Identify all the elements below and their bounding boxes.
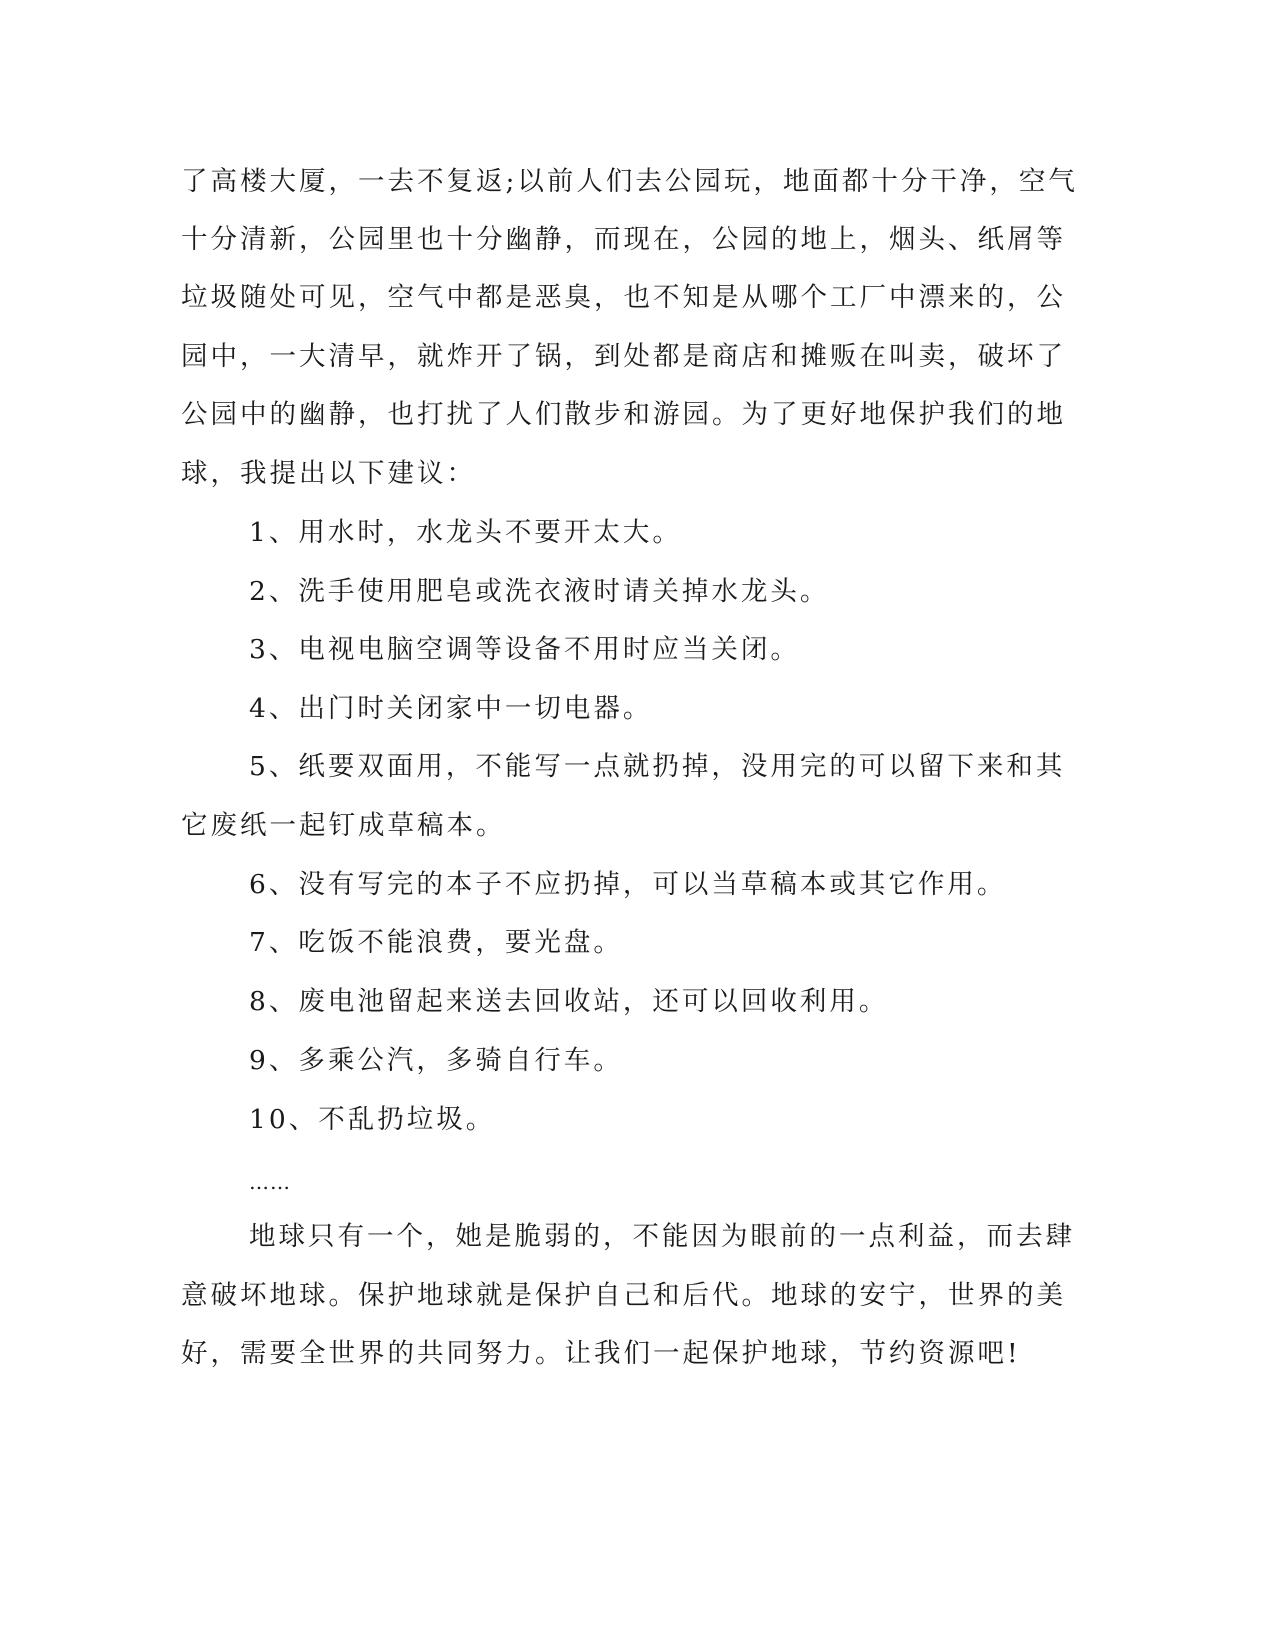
suggestion-item-9: 9、多乘公汽，多骑自行车。 <box>249 1045 623 1076</box>
text-line: 十分清新，公园里也十分幽静，而现在，公园的地上，烟头、纸屑等 <box>181 224 1066 255</box>
text-line: 公园中的幽静，也打扰了人们散步和游园。为了更好地保护我们的地 <box>181 399 1066 430</box>
suggestion-item-2: 2、洗手使用肥皂或洗衣液时请关掉水龙头。 <box>249 576 830 607</box>
text-line: 好，需要全世界的共同努力。让我们一起保护地球，节约资源吧! <box>181 1338 1021 1369</box>
text-line: 垃圾随处可见，空气中都是恶臭，也不知是从哪个工厂中漂来的，公 <box>181 282 1066 313</box>
suggestion-item-10: 10、不乱扔垃圾。 <box>249 1104 496 1135</box>
suggestion-item-8: 8、废电池留起来送去回收站，还可以回收利用。 <box>249 986 889 1017</box>
text-line: 园中，一大清早，就炸开了锅，到处都是商店和摊贩在叫卖，破坏了 <box>181 341 1066 372</box>
suggestion-item-7: 7、吃饭不能浪费，要光盘。 <box>249 927 623 958</box>
suggestion-item-3: 3、电视电脑空调等设备不用时应当关闭。 <box>249 634 800 665</box>
text-line: 球，我提出以下建议： <box>181 458 476 489</box>
text-line: 意破坏地球。保护地球就是保护自己和后代。地球的安宁，世界的美 <box>181 1280 1066 1311</box>
suggestion-item-5: 5、纸要双面用，不能写一点就扔掉，没用完的可以留下来和其 <box>249 751 1066 782</box>
text-line: 地球只有一个，她是脆弱的，不能因为眼前的一点利益，而去肆 <box>249 1221 1075 1252</box>
text-line: 了高楼大厦，一去不复返;以前人们去公园玩，地面都十分干净，空气 <box>181 166 1078 197</box>
list-ellipsis: …… <box>249 1170 291 1194</box>
suggestion-item-1: 1、用水时，水龙头不要开太大。 <box>249 517 682 548</box>
suggestion-item-4: 4、出门时关闭家中一切电器。 <box>249 693 653 724</box>
suggestion-item-5-continued: 它废纸一起钉成草稿本。 <box>181 810 506 841</box>
suggestion-item-6: 6、没有写完的本子不应扔掉，可以当草稿本或其它作用。 <box>249 869 1007 900</box>
